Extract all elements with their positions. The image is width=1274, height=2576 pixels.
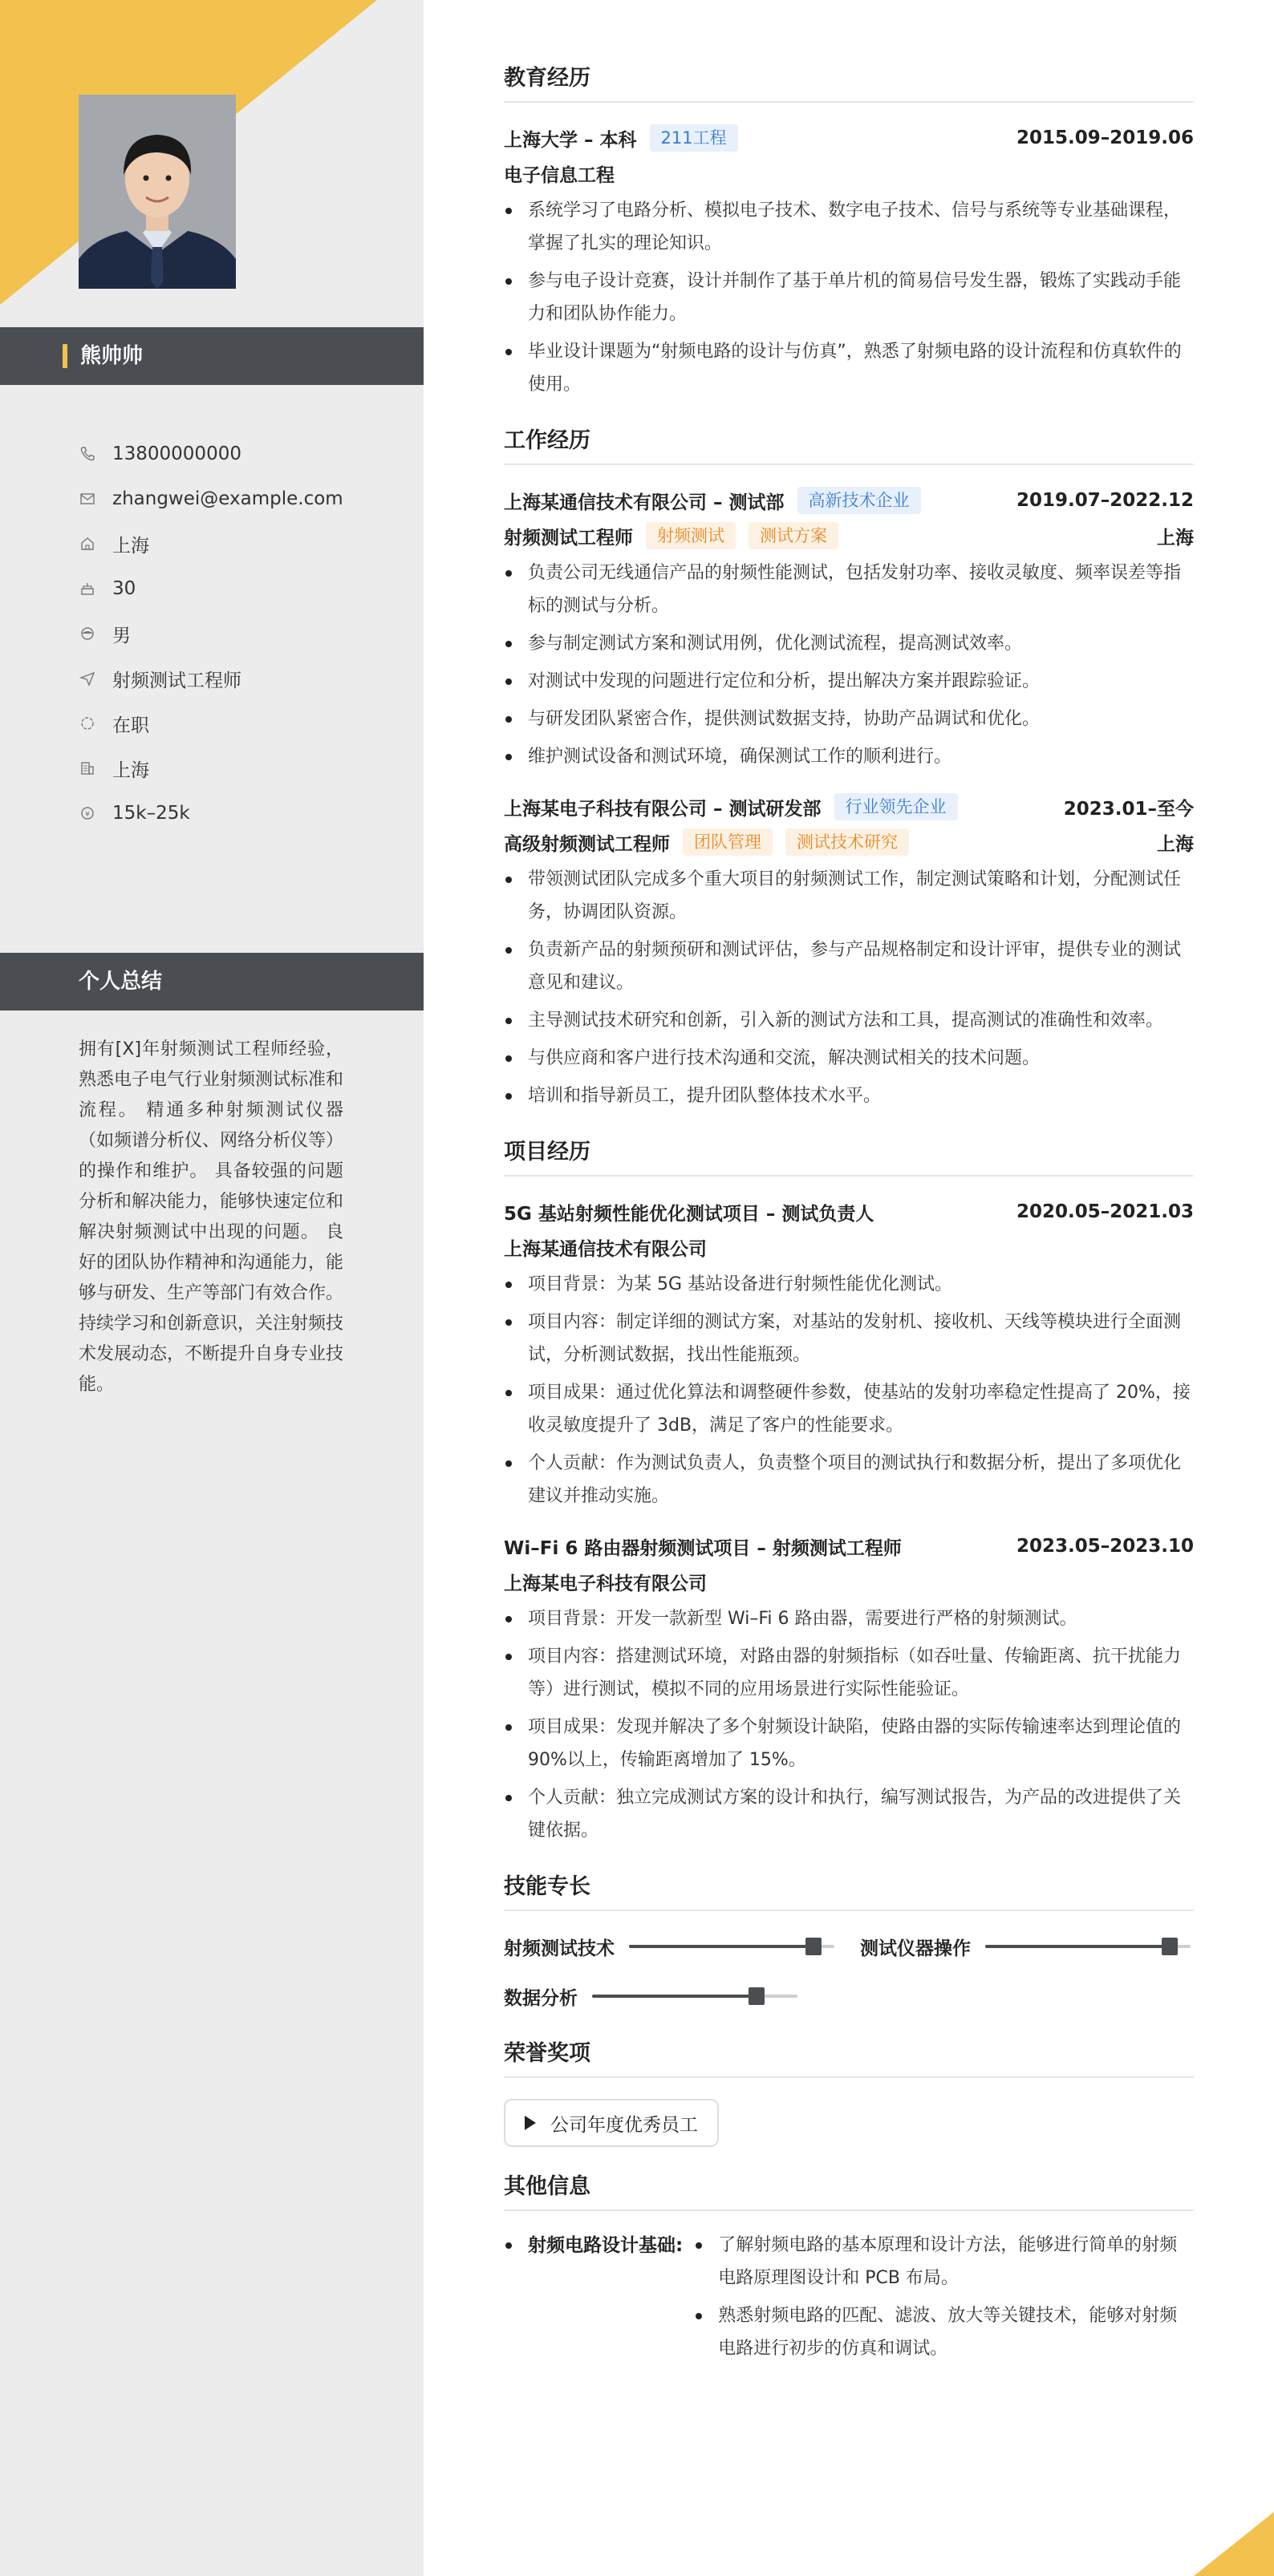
skill-name: 测试仪器操作 xyxy=(860,1938,971,1959)
major: 电子信息工程 xyxy=(504,164,615,186)
list-item: 主导测试技术研究和创新，引入新的测试方法和工具，提高测试的准确性和效率。 xyxy=(504,1004,1194,1037)
school-tag: 211工程 xyxy=(650,124,738,152)
skill-bar-fill xyxy=(592,1995,757,1998)
skill-name: 数据分析 xyxy=(504,1987,578,2009)
list-item: 负责新产品的射频预研和测试评估，参与产品规格制定和设计评审，提供专业的测试意见和建议。 xyxy=(504,934,1194,999)
list-item: 负责公司无线通信产品的射频性能测试，包括发射功率、接收灵敏度、频率误差等指标的测试与分析。 xyxy=(504,557,1194,622)
project-company: 上海某电子科技有限公司 xyxy=(504,1573,707,1594)
skills-grid xyxy=(504,1929,1194,2014)
list-item: 项目成果：通过优化算法和调整硬件参数，使基站的发射功率稳定性提高了 20%，接收灵敏度提升了 3dB，满足了客户的性能要求。 xyxy=(504,1376,1194,1442)
list-item: 系统学习了电路分析、模拟电子技术、数字电子技术、信号与系统等专业基础课程，掌握了扎实的理论知识。 xyxy=(504,194,1194,260)
info-email: zhangwei@example.com xyxy=(79,476,343,521)
list-item: 维护测试设备和测试环境，确保测试工作的顺利进行。 xyxy=(504,740,1194,773)
work-section xyxy=(504,425,1194,1112)
send-icon xyxy=(79,670,96,687)
job-date: 2019.07–2022.12 xyxy=(1016,490,1194,511)
job-entry-2 xyxy=(504,789,1194,1112)
projects-title: 项目经历 xyxy=(504,1136,1194,1177)
list-item: 项目成果：发现并解决了多个射频设计缺陷，使路由器的实际传输速率达到理论值的 90%以上，传输距离增加了 15%。 xyxy=(504,1711,1194,1776)
other-item xyxy=(504,2229,1194,2370)
education-bullets xyxy=(504,194,1194,401)
list-item: 带领测试团队完成多个重大项目的射频测试工作，制定测试策略和计划，分配测试任务，协调团队资源。 xyxy=(504,863,1194,929)
mail-icon xyxy=(79,490,96,508)
job-bullets xyxy=(504,557,1194,773)
list-item: 与供应商和客户进行技术沟通和交流，解决测试相关的技术问题。 xyxy=(504,1042,1194,1075)
summary-title: 个人总结 xyxy=(79,970,163,994)
skill-bar-knob xyxy=(749,1987,765,2005)
skill-item xyxy=(860,1929,1194,1964)
project-date: 2023.05–2023.10 xyxy=(1016,1536,1194,1557)
skills-section xyxy=(504,1871,1194,2014)
play-icon xyxy=(525,2116,536,2130)
project-company: 上海某通信技术有限公司 xyxy=(504,1238,707,1260)
list-item: 项目背景：开发一款新型 Wi–Fi 6 路由器，需要进行严格的射频测试。 xyxy=(504,1602,1194,1635)
cake-icon xyxy=(79,580,96,597)
corner-decoration-bottom xyxy=(1194,2512,1274,2576)
avatar xyxy=(79,95,236,289)
project-bullets xyxy=(504,1268,1194,1513)
info-position: 射频测试工程师 xyxy=(79,656,343,701)
building-icon xyxy=(79,759,96,777)
project-entry-1 xyxy=(504,1194,1194,1513)
sidebar xyxy=(0,0,424,2576)
education-date: 2015.09–2019.06 xyxy=(1016,128,1194,148)
company-tag: 行业领先企业 xyxy=(834,793,958,820)
list-item: 参与制定测试方案和测试用例，优化测试流程，提高测试效率。 xyxy=(504,627,1194,660)
award-item-button[interactable] xyxy=(504,2099,719,2147)
school-name: 上海大学 – 本科 xyxy=(504,129,637,151)
main-content xyxy=(504,63,1194,2394)
skills-title: 技能专长 xyxy=(504,1871,1194,1911)
skill-item xyxy=(504,1979,838,2014)
award-label: 公司年度优秀员工 xyxy=(550,2114,698,2136)
phone-icon xyxy=(79,445,96,463)
education-entry xyxy=(504,120,1194,401)
info-status: 在职 xyxy=(79,701,343,746)
info-location: 上海 xyxy=(79,521,343,566)
skill-item xyxy=(504,1929,838,1964)
skill-bar xyxy=(629,1945,834,1948)
job-city: 上海 xyxy=(1157,527,1194,549)
awards-title: 荣誉奖项 xyxy=(504,2038,1194,2078)
education-title: 教育经历 xyxy=(504,63,1194,103)
job-role: 射频测试工程师 xyxy=(504,527,633,549)
job-date: 2023.01–至今 xyxy=(1063,798,1194,820)
list-item: 个人贡献：独立完成测试方案的设计和执行，编写测试报告，为产品的改进提供了关键依据。 xyxy=(504,1781,1194,1847)
info-age: 30 xyxy=(79,566,343,611)
list-item: 熟悉射频电路的匹配、滤波、放大等关键技术，能够对射频电路进行初步的仿真和调试。 xyxy=(694,2299,1194,2365)
summary-header xyxy=(0,953,424,1011)
project-bullets xyxy=(504,1602,1194,1847)
job-bullets xyxy=(504,863,1194,1112)
projects-section xyxy=(504,1136,1194,1847)
profile-name: 熊帅帅 xyxy=(80,344,144,368)
company-name: 上海某通信技术有限公司 – 测试部 xyxy=(504,492,785,513)
list-item: 毕业设计课题为“射频电路的设计与仿真”，熟悉了射频电路的设计流程和仿真软件的使用。 xyxy=(504,335,1194,401)
list-item: 参与电子设计竞赛，设计并制作了基于单片机的简易信号发生器，锻炼了实践动手能力和团队协作能力。 xyxy=(504,265,1194,330)
role-tag: 射频测试 xyxy=(646,522,736,549)
info-salary: ¥ 15k–25k xyxy=(79,791,343,836)
svg-text:¥: ¥ xyxy=(85,811,90,819)
role-tag: 测试方案 xyxy=(749,522,838,549)
status-icon xyxy=(79,715,96,732)
project-name: 5G 基站射频性能优化测试项目 – 测试负责人 xyxy=(504,1203,874,1225)
role-tag: 测试技术研究 xyxy=(785,828,909,856)
role-tag: 团队管理 xyxy=(683,828,773,856)
job-entry-1 xyxy=(504,483,1194,773)
info-phone: 13800000000 xyxy=(79,431,343,476)
job-city: 上海 xyxy=(1157,833,1194,855)
list-item: 项目内容：制定详细的测试方案，对基站的发射机、接收机、天线等模块进行全面测试，分析测试数据，找出性能瓶颈。 xyxy=(504,1306,1194,1371)
project-date: 2020.05–2021.03 xyxy=(1016,1201,1194,1222)
company-name: 上海某电子科技有限公司 – 测试研发部 xyxy=(504,798,822,820)
skill-bar-fill xyxy=(629,1945,813,1948)
list-item: 个人贡献：作为测试负责人，负责整个项目的测试执行和数据分析，提出了多项优化建议并推动实施。 xyxy=(504,1447,1194,1513)
gender-icon xyxy=(79,625,96,642)
list-item: 了解射频电路的基本原理和设计方法，能够进行简单的射频电路原理图设计和 PCB 布局。 xyxy=(694,2229,1194,2295)
work-title: 工作经历 xyxy=(504,425,1194,465)
education-section xyxy=(504,63,1194,401)
skill-bar-knob xyxy=(805,1938,822,1955)
list-item: 对测试中发现的问题进行定位和分析，提出解决方案并跟踪验证。 xyxy=(504,665,1194,698)
skill-name: 射频测试技术 xyxy=(504,1938,615,1959)
company-tag: 高新技术企业 xyxy=(797,487,921,514)
list-item: 与研发团队紧密合作，提供测试数据支持，协助产品调试和优化。 xyxy=(504,703,1194,735)
name-bar xyxy=(0,327,424,385)
project-entry-2 xyxy=(504,1529,1194,1847)
name-accent xyxy=(63,344,67,368)
skill-bar xyxy=(985,1945,1191,1948)
awards-section xyxy=(504,2038,1194,2147)
skill-bar xyxy=(592,1995,797,1998)
salary-icon xyxy=(79,804,96,822)
summary-text: 拥有[X]年射频测试工程师经验，熟悉电子电气行业射频测试标准和流程。 精通多种射频测试仪器（如频谱分析仪、网络分析仪等）的操作和维护。 具备较强的问题分析和解决能力，能够快速定位和解决射频测试中出现的问题。 良好的团队协作精神和沟通能力，能够与研发、生产等部门有效合作。 持续学习和创新意识，关注射频技术发展动态，不断提升自身专业技能。 xyxy=(79,1039,344,1395)
project-name: Wi–Fi 6 路由器射频测试项目 – 射频测试工程师 xyxy=(504,1537,902,1559)
skill-bar-knob xyxy=(1162,1938,1178,1955)
contact-info-list xyxy=(79,431,343,836)
skill-bar-fill xyxy=(985,1945,1170,1948)
list-item: 培训和指导新员工，提升团队整体技术水平。 xyxy=(504,1079,1194,1112)
other-item-label: 射频电路设计基础: xyxy=(504,2229,683,2262)
info-city: 上海 xyxy=(79,746,343,791)
other-item-bullets xyxy=(694,2229,1194,2370)
list-item: 项目背景：为某 5G 基站设备进行射频性能优化测试。 xyxy=(504,1268,1194,1301)
other-title: 其他信息 xyxy=(504,2171,1194,2211)
info-gender: 男 xyxy=(79,611,343,656)
list-item: 项目内容：搭建测试环境，对路由器的射频指标（如吞吐量、传输距离、抗干扰能力等）进行测试，模拟不同的应用场景进行实际性能验证。 xyxy=(504,1640,1194,1706)
job-role: 高级射频测试工程师 xyxy=(504,833,670,855)
other-section xyxy=(504,2171,1194,2370)
home-icon xyxy=(79,535,96,553)
